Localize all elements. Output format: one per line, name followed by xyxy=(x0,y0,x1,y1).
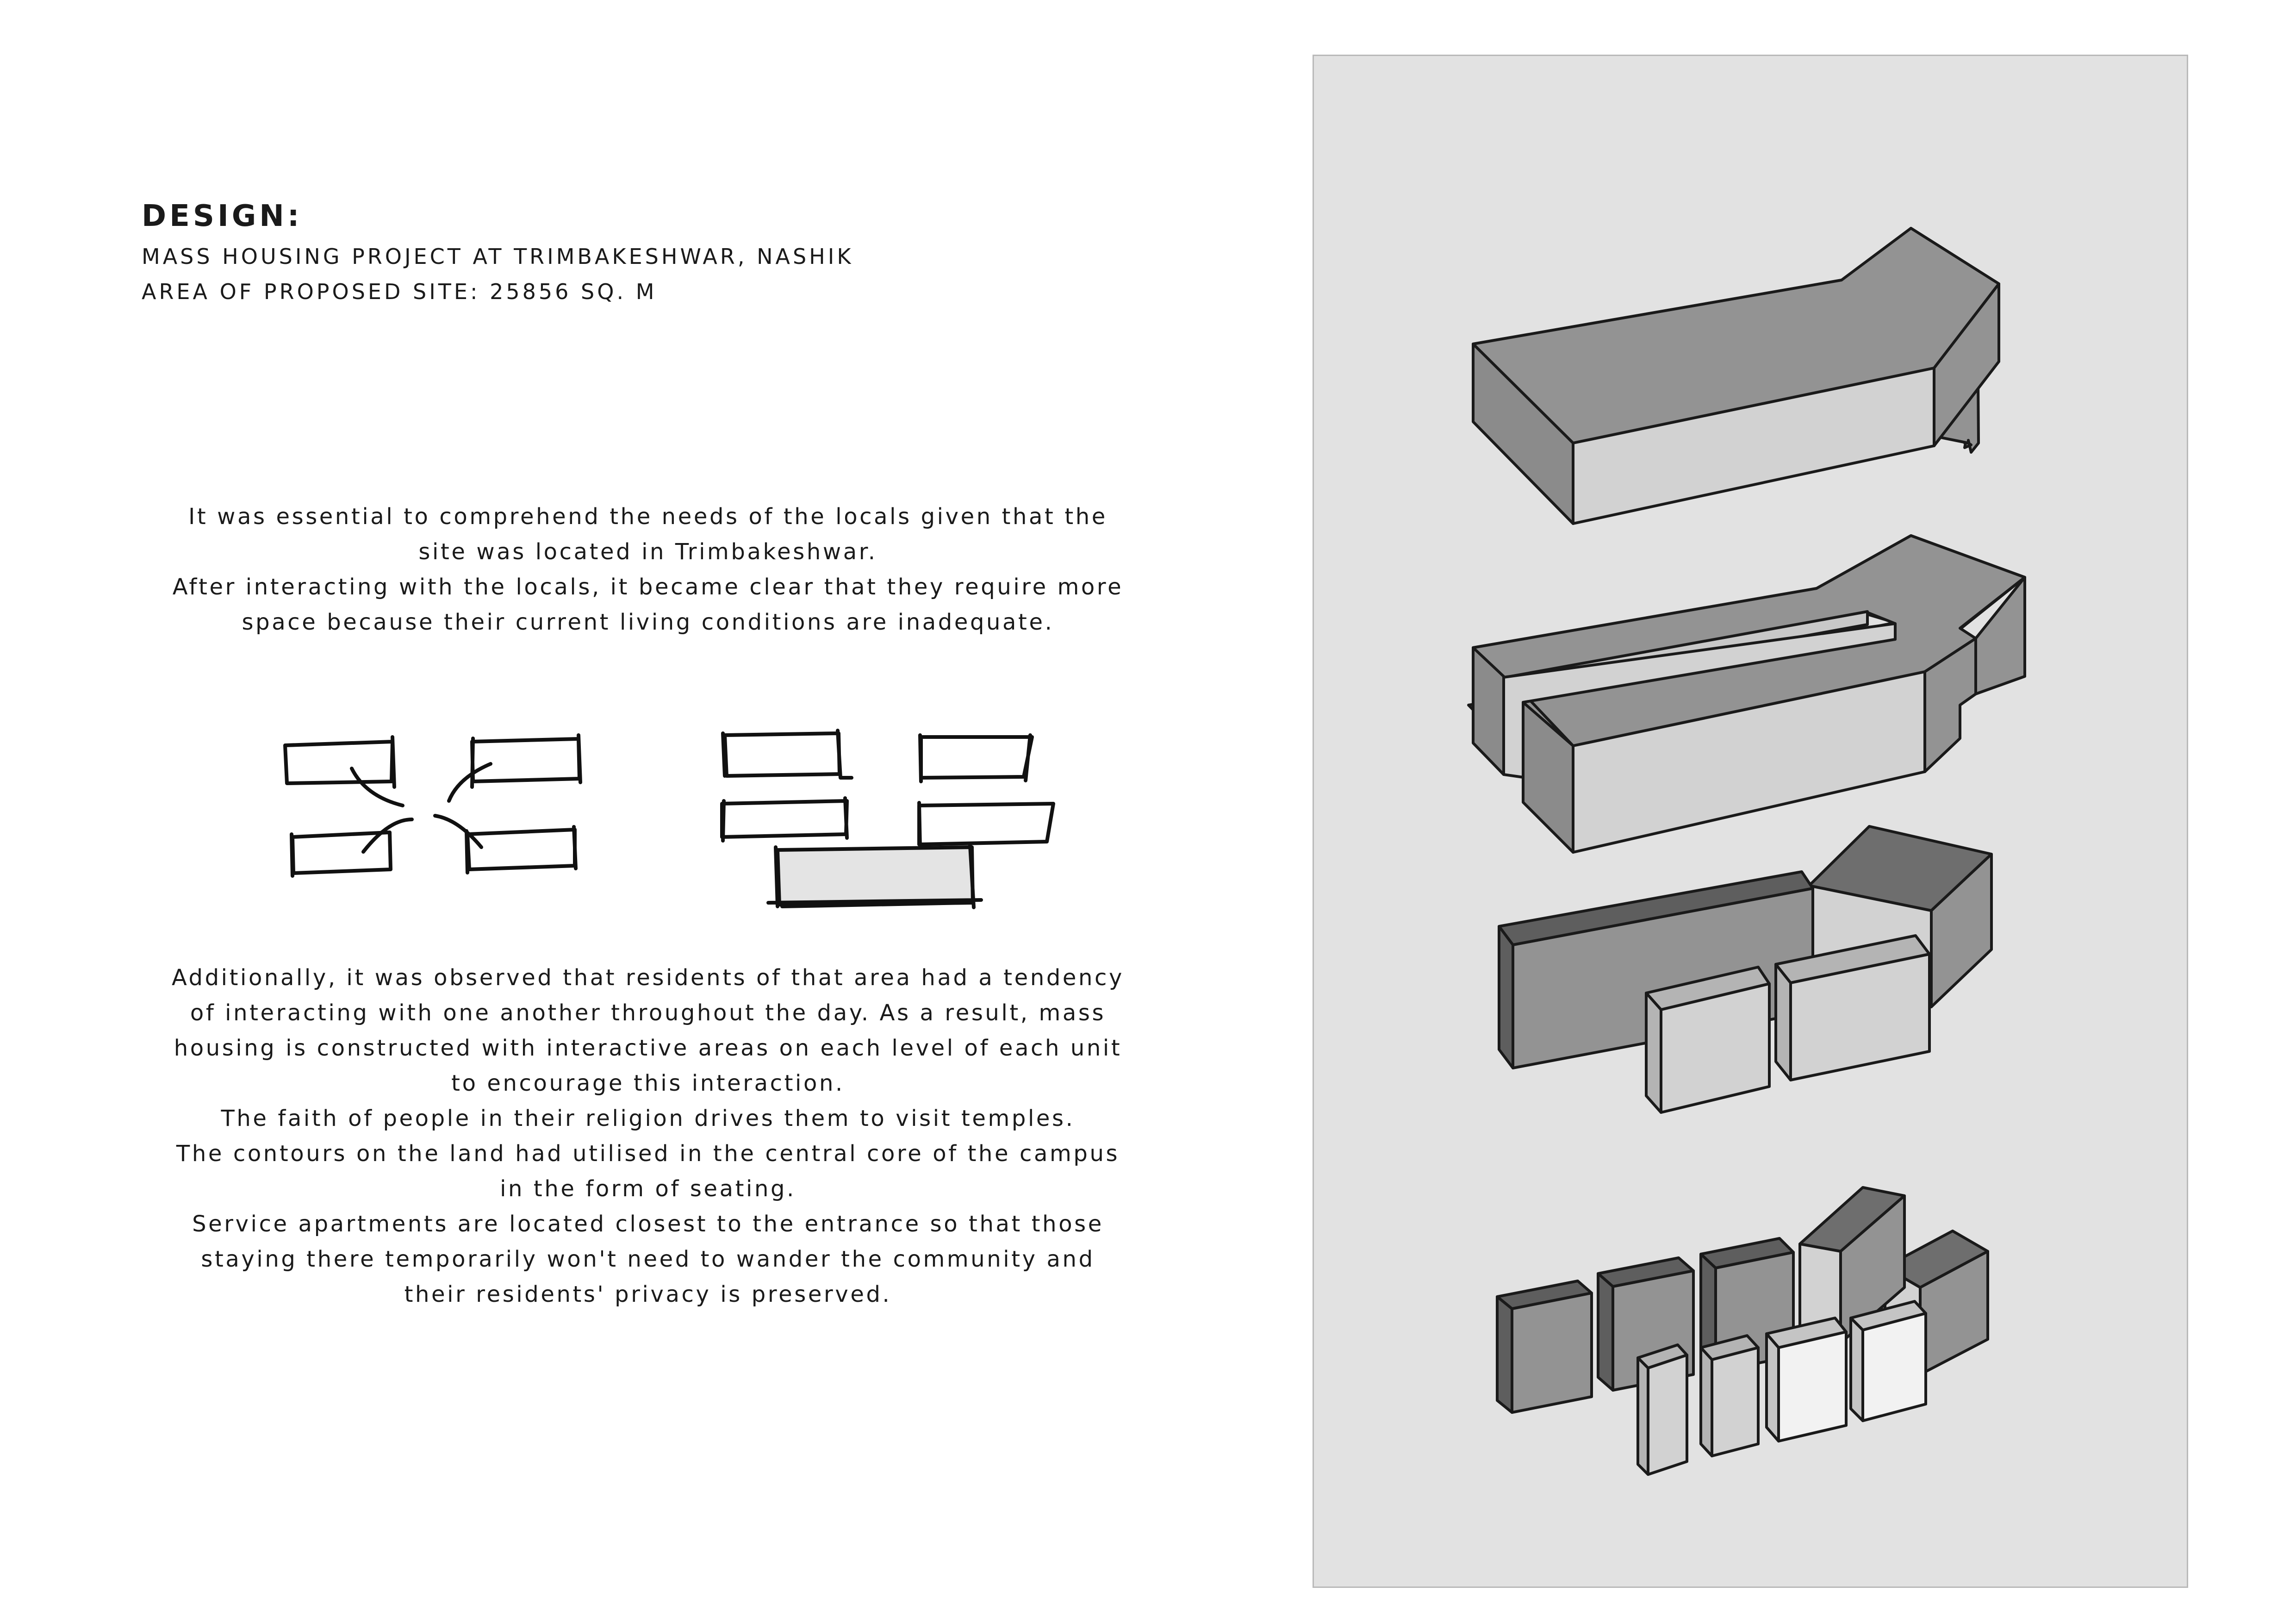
details-line: to encourage this interaction. xyxy=(451,1070,845,1096)
tower-front-4-side xyxy=(1851,1318,1863,1421)
massing-panel xyxy=(1313,55,2188,1588)
split-mid-block-side xyxy=(1776,964,1791,1080)
details-line: of interacting with one another throughout the day. As a result, mass xyxy=(190,1000,1106,1026)
details-line: Service apartments are located closest to the entrance so that those xyxy=(192,1211,1104,1237)
massing-stage-solid xyxy=(1473,228,1999,524)
massing-stage-carved xyxy=(1468,536,2025,852)
details-line: The faith of people in their religion drives them to visit temples. xyxy=(221,1106,1075,1131)
sketch-block xyxy=(472,735,580,787)
tower-front-1-front xyxy=(1648,1355,1687,1474)
details-line: Additionally, it was observed that residents of that area had a tendency xyxy=(171,965,1125,991)
intro-line: It was essential to comprehend the needs of the locals given that the xyxy=(188,504,1108,530)
sketch-clustered-blocks xyxy=(285,735,580,876)
site-area: AREA OF PROPOSED SITE: 25856 SQ. M xyxy=(142,279,657,304)
intro-paragraph xyxy=(102,499,1194,640)
tower-left-2-side xyxy=(1598,1274,1613,1390)
split-long-block-side xyxy=(1499,926,1513,1068)
details-line: housing is constructed with interactive areas on each level of each unit xyxy=(174,1035,1122,1061)
massing-stage-towers xyxy=(1497,1187,1988,1474)
sketch-block xyxy=(723,731,852,778)
intro-line: site was located in Trimbakeshwar. xyxy=(418,539,877,565)
details-line: staying there temporarily won't need to wander the community and xyxy=(201,1246,1095,1272)
sketch-block xyxy=(285,737,394,787)
tower-front-1-side xyxy=(1638,1358,1648,1474)
details-line: their residents' privacy is preserved. xyxy=(404,1281,892,1307)
sketch-block xyxy=(467,827,576,873)
tower-front-2-front xyxy=(1712,1348,1758,1456)
sketch-block xyxy=(919,803,1053,847)
intro-line: space because their current living conditions are inadequate. xyxy=(242,609,1054,635)
sketch-shaded-block xyxy=(778,847,973,905)
details-line: The contours on the land had utilised in the central core of the campus xyxy=(176,1141,1120,1167)
massing-diagram xyxy=(1314,56,2187,1587)
sketch-arc xyxy=(363,819,412,852)
concept-sketches xyxy=(273,713,1083,921)
sketch-arc xyxy=(435,816,481,847)
sketch-block xyxy=(722,798,847,841)
sketch-block xyxy=(920,735,1032,781)
project-name: MASS HOUSING PROJECT AT TRIMBAKESHWAR, NASHIK xyxy=(142,244,854,269)
details-paragraph xyxy=(102,960,1194,1312)
massing-stage-split xyxy=(1499,826,1991,1112)
tower-left-1-front xyxy=(1512,1293,1592,1412)
tower-left-1-side xyxy=(1497,1297,1512,1412)
page-title: DESIGN: xyxy=(142,199,303,233)
sketch-courtyard-blocks xyxy=(722,731,1053,907)
tower-front-3-front xyxy=(1779,1332,1846,1441)
split-small-block-side xyxy=(1646,993,1661,1112)
details-line: in the form of seating. xyxy=(500,1176,796,1202)
tower-front-4-front xyxy=(1863,1313,1926,1421)
intro-line: After interacting with the locals, it became clear that they require more xyxy=(172,574,1124,600)
tower-front-3-side xyxy=(1767,1334,1779,1441)
tower-front-2-side xyxy=(1701,1348,1712,1456)
